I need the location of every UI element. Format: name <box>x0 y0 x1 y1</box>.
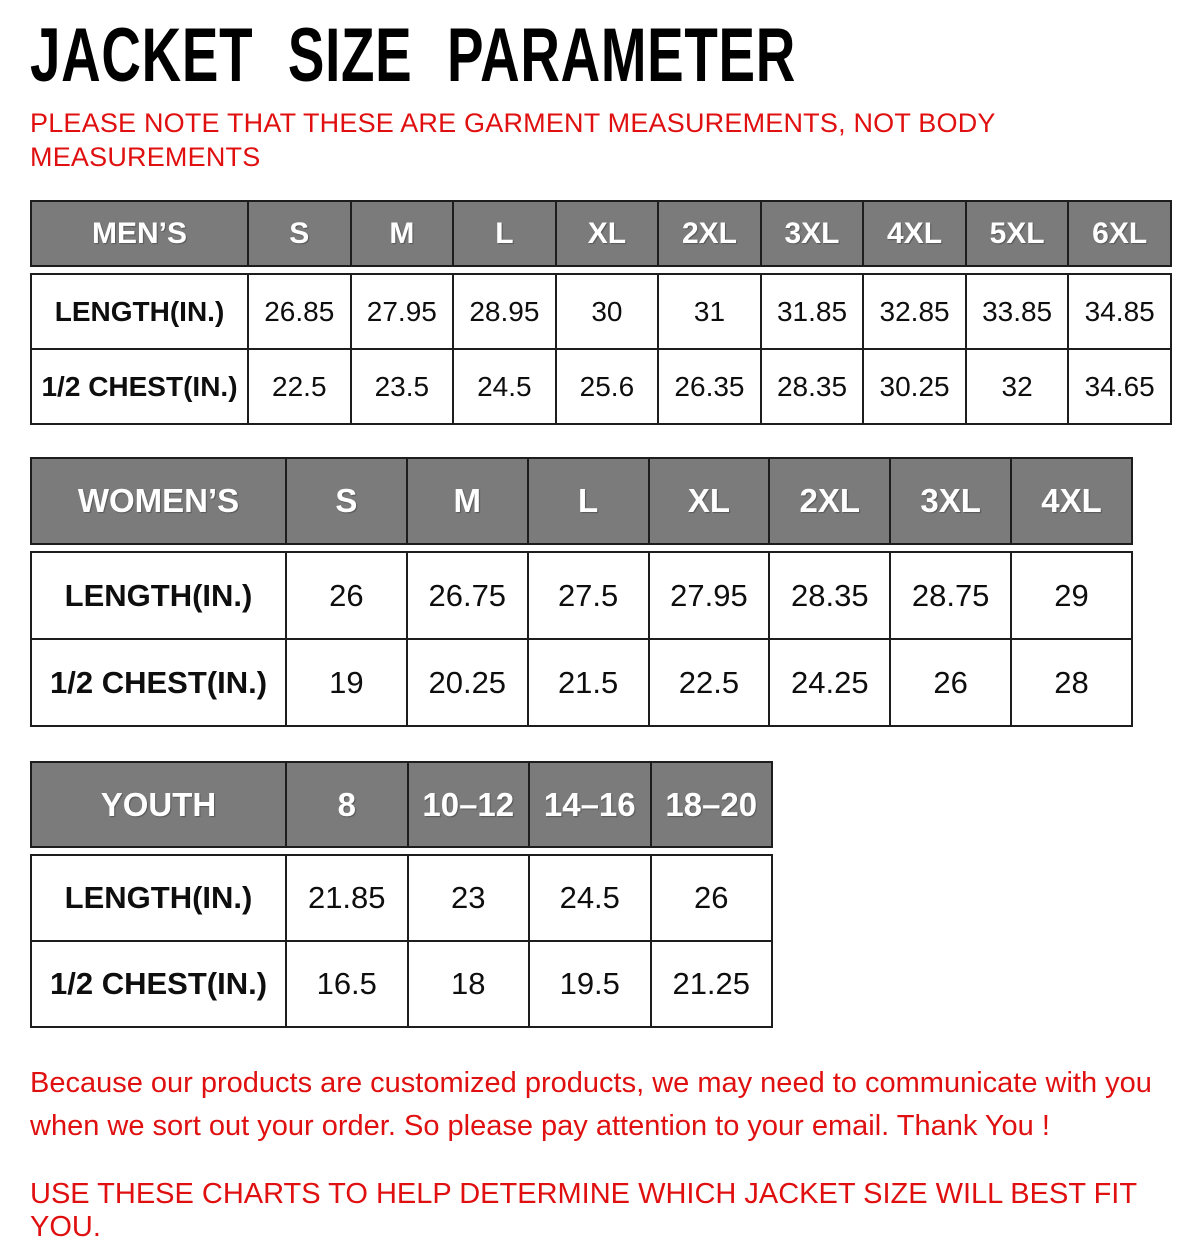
measurement-cell: 25.6 <box>556 349 659 424</box>
youth-group-label: YOUTH <box>31 762 286 847</box>
size-header: M <box>407 458 528 544</box>
mens-header-table <box>30 200 1172 267</box>
measurement-cell: 16.5 <box>286 941 408 1027</box>
measurement-cell: 24.25 <box>769 639 890 726</box>
size-header: 4XL <box>863 201 966 266</box>
page-title <box>30 13 1200 98</box>
measurement-cell: 23 <box>408 855 530 941</box>
measurement-cell: 31.85 <box>761 274 864 349</box>
measurement-cell: 34.65 <box>1068 349 1171 424</box>
measurement-cell: 28.35 <box>761 349 864 424</box>
measurement-cell: 27.95 <box>649 552 770 639</box>
youth-chest-row <box>31 941 772 1027</box>
womens-length-row <box>31 552 1132 639</box>
youth-size-chart <box>30 761 1200 1028</box>
size-header: M <box>351 201 454 266</box>
measurement-cell: 22.5 <box>248 349 351 424</box>
note-line-2: MEASUREMENTS <box>30 142 261 172</box>
measurement-cell: 26 <box>890 639 1011 726</box>
measurement-cell: 31 <box>658 274 761 349</box>
measurement-cell: 26.75 <box>407 552 528 639</box>
measurement-cell: 28.35 <box>769 552 890 639</box>
measurement-cell: 30 <box>556 274 659 349</box>
measurement-cell: 32.85 <box>863 274 966 349</box>
size-header: 3XL <box>761 201 864 266</box>
measurement-cell: 19.5 <box>529 941 651 1027</box>
measurement-cell: 28.75 <box>890 552 1011 639</box>
measurement-cell: 34.85 <box>1068 274 1171 349</box>
womens-data-table <box>30 551 1133 727</box>
measurement-cell: 26.85 <box>248 274 351 349</box>
youth-header-table <box>30 761 773 848</box>
mens-chest-row <box>31 349 1171 424</box>
womens-header-row <box>31 458 1132 544</box>
size-header: L <box>528 458 649 544</box>
page-title-text: JACKET SIZE PARAMETER <box>30 13 797 98</box>
size-header: L <box>453 201 556 266</box>
measurement-cell: 21.85 <box>286 855 408 941</box>
size-header: XL <box>556 201 659 266</box>
youth-data-table <box>30 854 773 1028</box>
mens-data-table <box>30 273 1172 425</box>
row-label: LENGTH(IN.) <box>31 274 248 349</box>
size-header: 10–12 <box>408 762 530 847</box>
size-header: S <box>286 458 407 544</box>
measurement-cell: 33.85 <box>966 274 1069 349</box>
size-header: XL <box>649 458 770 544</box>
youth-length-row <box>31 855 772 941</box>
measurement-cell: 21.25 <box>651 941 773 1027</box>
garment-measurement-note <box>30 106 1200 174</box>
womens-header-table <box>30 457 1133 545</box>
measurement-cell: 26.35 <box>658 349 761 424</box>
measurement-cell: 26 <box>286 552 407 639</box>
mens-length-row <box>31 274 1171 349</box>
row-label: LENGTH(IN.) <box>31 855 286 941</box>
measurement-cell: 28.95 <box>453 274 556 349</box>
notice-line-2: when we sort out your order. So please pay attention to your email. Thank You ! <box>30 1110 1050 1142</box>
mens-size-chart <box>30 200 1200 425</box>
row-label: 1/2 CHEST(IN.) <box>31 349 248 424</box>
row-label: LENGTH(IN.) <box>31 552 286 639</box>
size-header: 8 <box>286 762 408 847</box>
size-header: 2XL <box>658 201 761 266</box>
size-header: S <box>248 201 351 266</box>
measurement-cell: 24.5 <box>529 855 651 941</box>
measurement-cell: 26 <box>651 855 773 941</box>
size-header: 6XL <box>1068 201 1171 266</box>
measurement-cell: 28 <box>1011 639 1132 726</box>
mens-group-label: MEN’S <box>31 201 248 266</box>
measurement-cell: 32 <box>966 349 1069 424</box>
row-label: 1/2 CHEST(IN.) <box>31 941 286 1027</box>
measurement-cell: 20.25 <box>407 639 528 726</box>
measurement-cell: 27.5 <box>528 552 649 639</box>
measurement-cell: 29 <box>1011 552 1132 639</box>
mens-header-row <box>31 201 1171 266</box>
size-header: 2XL <box>769 458 890 544</box>
measurement-cell: 23.5 <box>351 349 454 424</box>
customization-notice <box>30 1062 1200 1148</box>
size-header: 5XL <box>966 201 1069 266</box>
measurement-cell: 30.25 <box>863 349 966 424</box>
womens-group-label: WOMEN’S <box>31 458 286 544</box>
youth-header-row <box>31 762 772 847</box>
measurement-cell: 19 <box>286 639 407 726</box>
womens-size-chart <box>30 457 1200 727</box>
measurement-cell: 22.5 <box>649 639 770 726</box>
chart-usage-advice: USE THESE CHARTS TO HELP DETERMINE WHICH JACKET SIZE WILL BEST FIT YOU. <box>30 1178 1137 1243</box>
size-header: 4XL <box>1011 458 1132 544</box>
size-header: 14–16 <box>529 762 651 847</box>
size-header: 18–20 <box>651 762 773 847</box>
size-header: 3XL <box>890 458 1011 544</box>
notice-line-1: Because our products are customized products, we may need to communicate with you <box>30 1067 1152 1099</box>
measurement-cell: 21.5 <box>528 639 649 726</box>
row-label: 1/2 CHEST(IN.) <box>31 639 286 726</box>
note-line-1: PLEASE NOTE THAT THESE ARE GARMENT MEASUREMENTS, NOT BODY <box>30 108 996 138</box>
womens-chest-row <box>31 639 1132 726</box>
measurement-cell: 18 <box>408 941 530 1027</box>
measurement-cell: 24.5 <box>453 349 556 424</box>
measurement-cell: 27.95 <box>351 274 454 349</box>
